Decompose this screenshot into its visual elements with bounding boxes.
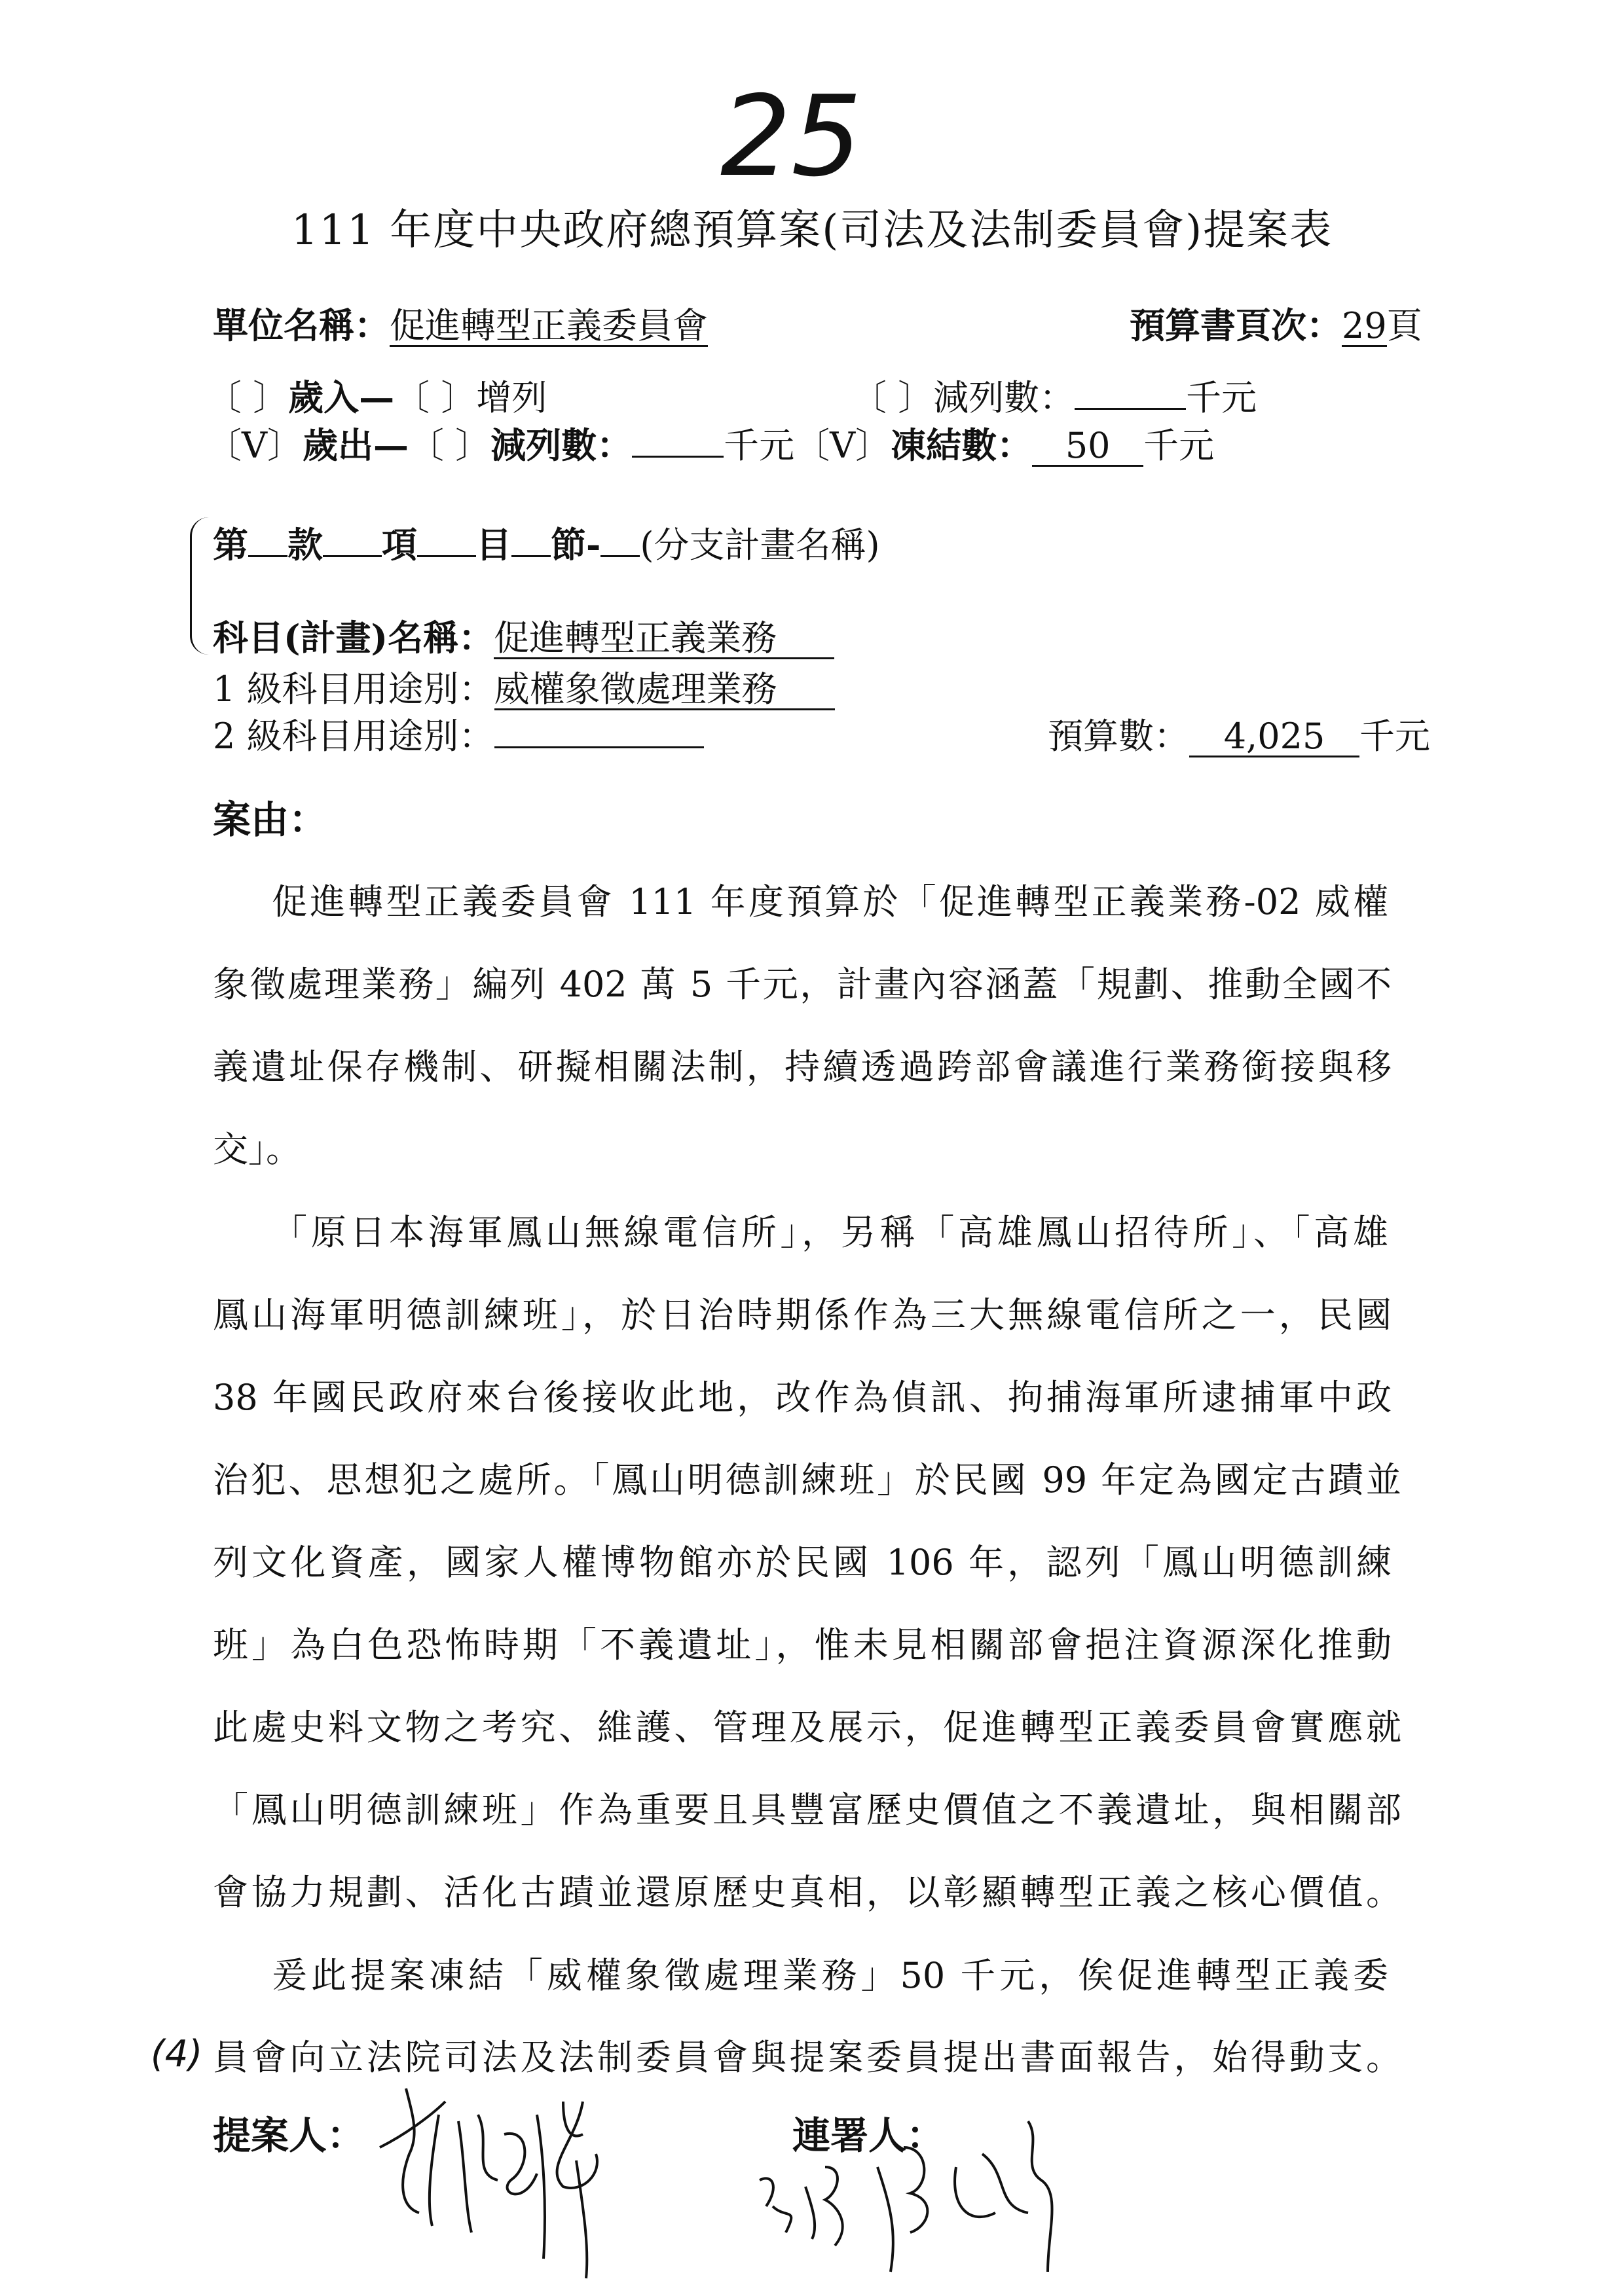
section-jie: 節- (551, 524, 601, 566)
section-row (213, 517, 880, 568)
paragraph-line: 義遺址保存機制、研擬相關法制，持續透過跨部會議進行業務銜接與移 (213, 1046, 1392, 1087)
level2-label: 2 級科目用途別： (213, 716, 494, 757)
level2-value (494, 746, 704, 748)
unit-value: 促進轉型正義委員會 (390, 305, 708, 346)
paragraph-line: 班」為白色恐怖時期「不義遺址」，惟未見相關部會挹注資源深化推動 (213, 1624, 1392, 1666)
expense-decrease-value (632, 456, 724, 458)
freeze-checkbox: 〔V〕 (794, 425, 891, 466)
cosigner-label: 連署人： (792, 2113, 945, 2158)
section-kuan: 款 (287, 524, 323, 566)
handwritten-mark: (4) (151, 2033, 203, 2075)
subject-row (213, 610, 834, 661)
proposer-label: 提案人： (213, 2113, 365, 2158)
paragraph-line: 列文化資產，國家人權博物館亦於民國 106 年，認列「鳳山明德訓練 (213, 1542, 1392, 1583)
budget-amount-unit: 千元 (1359, 716, 1430, 757)
decrease-checkbox: 〔 〕 (851, 377, 934, 418)
level1-value: 威權象徵處理業務 (494, 671, 835, 710)
budget-page-label: 預算書頁次： (1130, 304, 1342, 346)
reason-heading: 案由： (213, 797, 327, 842)
paragraph-line: 象徵處理業務」編列 402 萬 5 千元，計畫內容涵蓋「規劃、推動全國不 (213, 964, 1392, 1005)
section-mu: 目 (476, 524, 511, 566)
handwritten-signatures (367, 2075, 1349, 2296)
paragraph-line: 38 年國民政府來台後接收此地，改作為偵訊、拘捕海軍所逮捕軍中政 (213, 1377, 1392, 1418)
budget-page (1130, 298, 1422, 348)
budget-amount-label: 預算數： (1048, 716, 1189, 757)
expense-checkbox: 〔V〕 (206, 425, 303, 466)
decrease-unit: 千元 (1186, 377, 1257, 418)
expense-decrease-label: 減列數： (490, 424, 633, 466)
freeze-label: 凍結數： (891, 424, 1033, 466)
expense-row (206, 418, 1214, 468)
revenue-label: 歲入— (288, 376, 395, 418)
paragraph-line: 爰此提案凍結「威權象徵處理業務」50 千元，俟促進轉型正義委 (272, 1955, 1388, 1996)
brace (190, 517, 209, 655)
paragraph-line: 會協力規劃、活化古蹟並還原歷史真相，以彰顯轉型正義之核心價值。 (213, 1872, 1401, 1913)
paragraph-line: 交」。 (213, 1129, 301, 1170)
revenue-decrease (851, 370, 1257, 420)
decrease-value (1075, 408, 1186, 410)
budget-amount-value: 4,025 (1189, 718, 1359, 757)
revenue-row (206, 370, 547, 420)
expense-decrease-checkbox: 〔 〕 (409, 425, 491, 466)
section-di: 第 (213, 524, 248, 566)
section-branch: (分支計畫名稱) (640, 524, 880, 566)
increase-checkbox: 〔 〕 (394, 377, 477, 418)
expense-label: 歲出— (303, 424, 409, 466)
cosigner-signature (760, 2121, 1052, 2272)
paragraph-line: 治犯、思想犯之處所。「鳳山明德訓練班」於民國 99 年定為國定古蹟並 (213, 1459, 1401, 1501)
subject-label: 科目(計畫)名稱： (213, 617, 494, 659)
proposer-signature (380, 2088, 597, 2278)
level1-label: 1 級科目用途別： (213, 668, 494, 710)
paragraph-line: 「原日本海軍鳳山無線電信所」，另稱「高雄鳳山招待所」、「高雄 (272, 1212, 1388, 1253)
budget-page-suffix: 頁 (1386, 305, 1422, 346)
freeze-value: 50 (1032, 428, 1143, 467)
increase-label: 增列 (476, 377, 547, 418)
level2-row (213, 708, 704, 759)
paragraph-line: 「鳳山明德訓練班」作為重要且具豐富歷史價值之不義遺址，與相關部 (213, 1789, 1401, 1831)
paragraph-line: 鳳山海軍明德訓練班」，於日治時期係作為三大無線電信所之一，民國 (213, 1294, 1392, 1336)
budget-page-value: 29 (1342, 305, 1387, 346)
paragraph-line: 員會向立法院司法及法制委員會與提案委員提出書面報告，始得動支。 (213, 2037, 1401, 2078)
subject-value: 促進轉型正義業務 (494, 620, 834, 659)
budget-amount (1048, 708, 1430, 759)
paragraph-line: 此處史料文物之考究、維護、管理及展示，促進轉型正義委員會實應就 (213, 1707, 1401, 1748)
decrease-label: 減列數： (933, 377, 1075, 418)
level1-row (213, 661, 835, 712)
unit-name (213, 298, 708, 348)
page-title: 111 年度中央政府總預算案(司法及法制委員會)提案表 (291, 206, 1333, 255)
unit-label: 單位名稱： (213, 304, 390, 346)
section-xiang: 項 (382, 524, 417, 566)
expense-decrease-unit: 千元 (724, 425, 795, 466)
paragraph-line: 促進轉型正義委員會 111 年度預算於「促進轉型正義業務-02 威權 (272, 881, 1388, 922)
handwritten-number: 25 (720, 72, 862, 202)
freeze-unit: 千元 (1143, 425, 1215, 466)
revenue-checkbox: 〔 〕 (206, 377, 289, 418)
